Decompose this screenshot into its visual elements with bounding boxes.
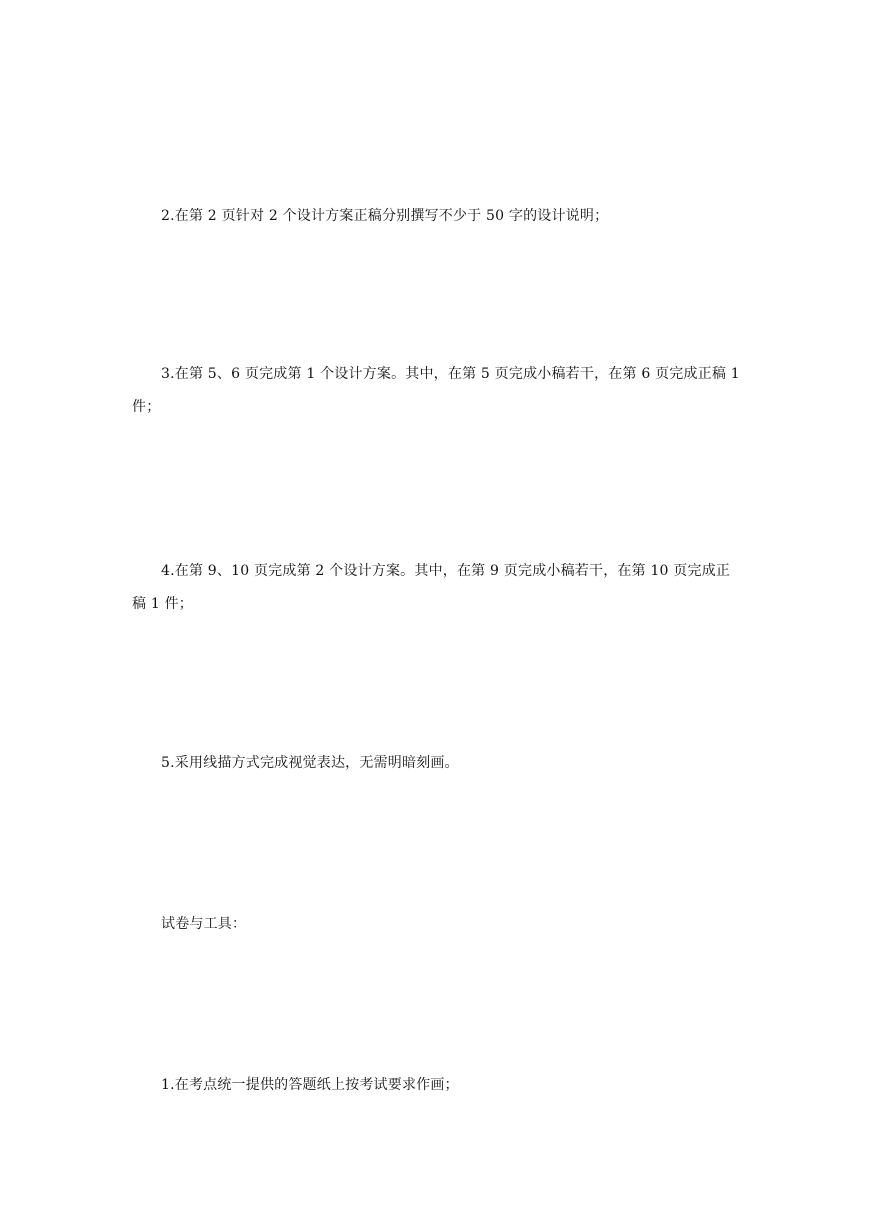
- requirement-5-paragraph: 5.采用线描方式完成视觉表达，无需明暗刻画。: [161, 755, 459, 771]
- requirement-2-paragraph: 2.在第 2 页针对 2 个设计方案正稿分别撰写不少于 50 字的设计说明；: [161, 208, 609, 224]
- section-heading-exam-tools: 试卷与工具：: [161, 916, 247, 932]
- requirement-4-paragraph: 4.在第 9、10 页完成第 2 个设计方案。其中，在第 9 页完成小稿若干，在第 10 页完成正稿 1 件；: [132, 563, 731, 612]
- requirement-3-paragraph: 3.在第 5、6 页完成第 1 个设计方案。其中，在第 5 页完成小稿若干，在第 6 页完成正稿 1 件；: [132, 366, 740, 415]
- tools-item-1-paragraph: 1.在考点统一提供的答题纸上按考试要求作画；: [161, 1077, 459, 1093]
